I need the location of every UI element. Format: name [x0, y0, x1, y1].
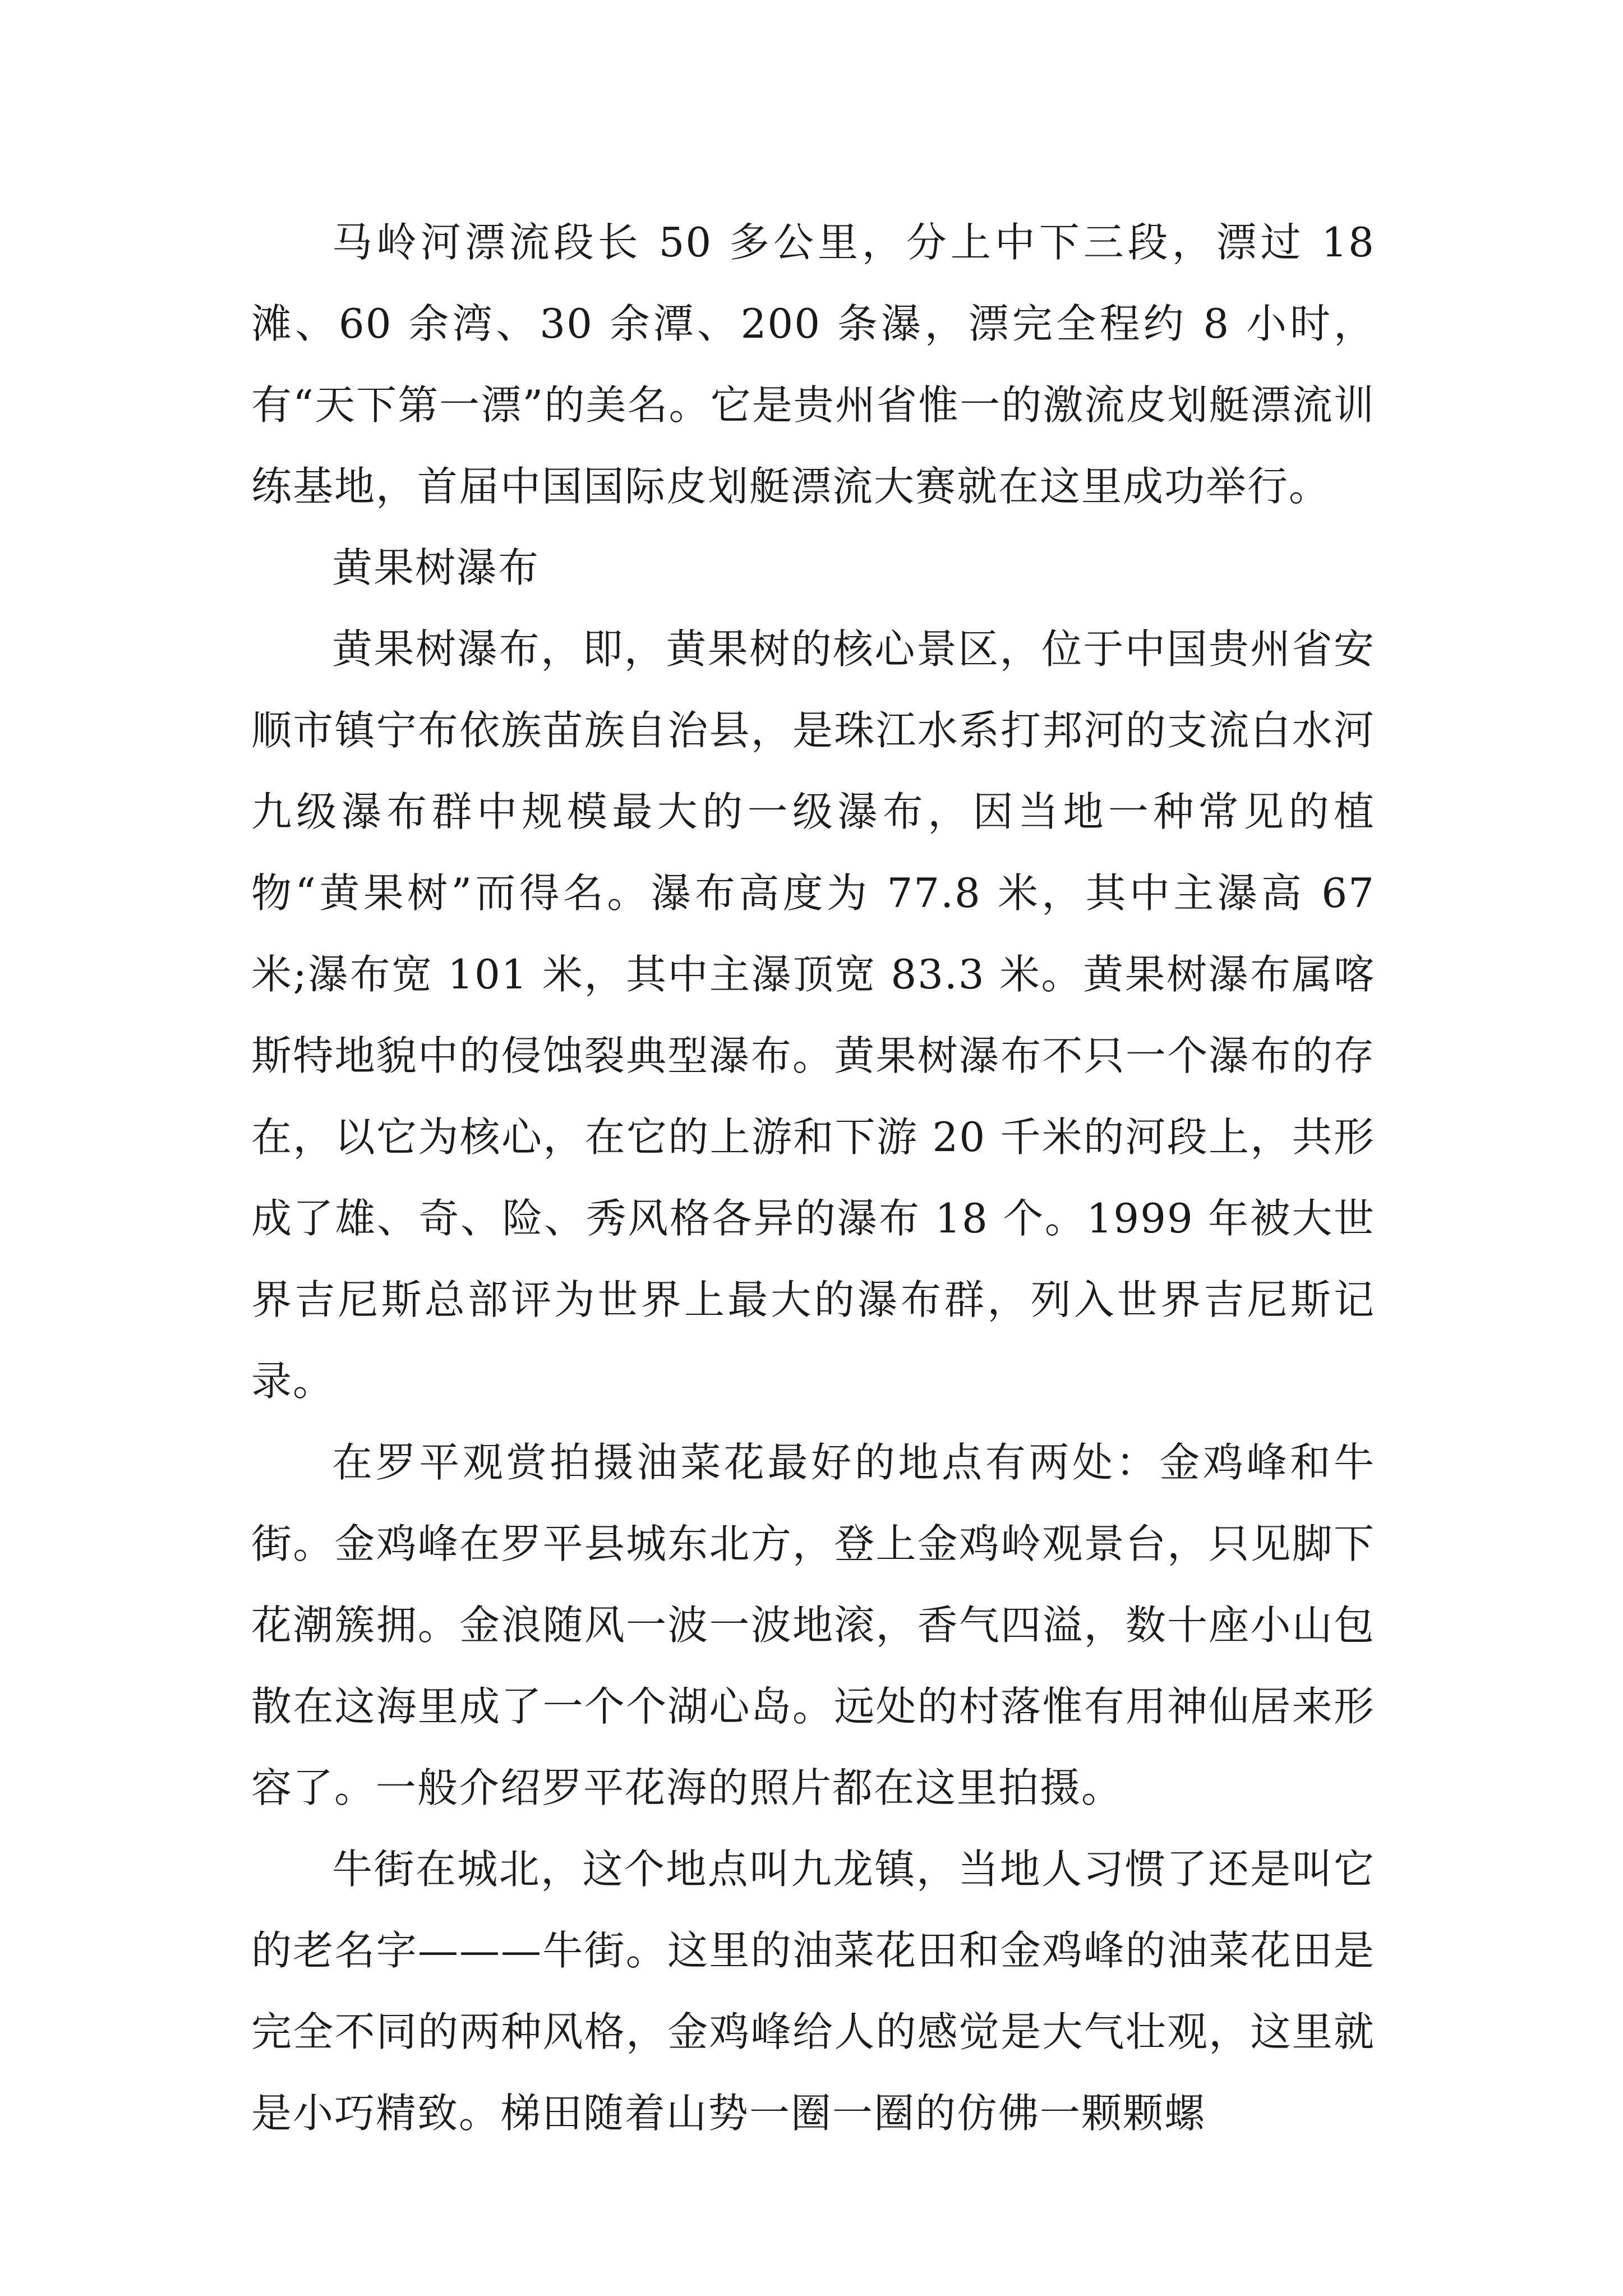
section-heading-huangguoshu: 黄果树瀑布: [332, 544, 540, 591]
document-body: [251, 202, 1375, 2154]
paragraph-niujie: 牛街在城北，这个地点叫九龙镇，当地人习惯了还是叫它的老名字———牛街。这里的油菜花田和金鸡峰的油菜花田是完全不同的两种风格，金鸡峰给人的感觉是大气壮观，这里就是小巧精致。梯田随着山势一圈一圈的仿佛一颗颗螺: [251, 1846, 1375, 2137]
paragraph-maling-river-rafting: 马岭河漂流段长 50 多公里，分上中下三段，漂过 18 滩、60 余湾、30 余潭、200 条瀑，漂完全程约 8 小时，有“天下第一漂”的美名。它是贵州省惟一的激流皮划艇漂流训练基地，首届中国国际皮划艇漂流大赛就在这里成功举行。: [251, 219, 1375, 510]
paragraph-huangguoshu-waterfall: 黄果树瀑布，即，黄果树的核心景区，位于中国贵州省安顺市镇宁布依族苗族自治县，是珠江水系打邦河的支流白水河九级瀑布群中规模最大的一级瀑布，因当地一种常见的植物“黄果树”而得名。瀑布高度为 77.8 米，其中主瀑高 67 米;瀑布宽 101 米，其中主瀑顶宽 83.3 米。黄果树瀑布属喀斯特地貌中的侵蚀裂典型瀑布。黄果树瀑布不只一个瀑布的存在，以它为核心，在它的上游和下游 20 千米的河段上，共形成了雄、奇、险、秀风格各异的瀑布 18 个。1999 年被大世界吉尼斯总部评为世界上最大的瀑布群，列入世界吉尼斯记录。: [251, 625, 1375, 1405]
paragraph-luoping-rapeseed: 在罗平观赏拍摄油菜花最好的地点有两处：金鸡峰和牛街。金鸡峰在罗平县城东北方，登上金鸡岭观景台，只见脚下花潮簇拥。金浪随风一波一波地滚，香气四溢，数十座小山包散在这海里成了一个个湖心岛。远处的村落惟有用神仙居来形容了。一般介绍罗平花海的照片都在这里拍摄。: [251, 1439, 1375, 1811]
